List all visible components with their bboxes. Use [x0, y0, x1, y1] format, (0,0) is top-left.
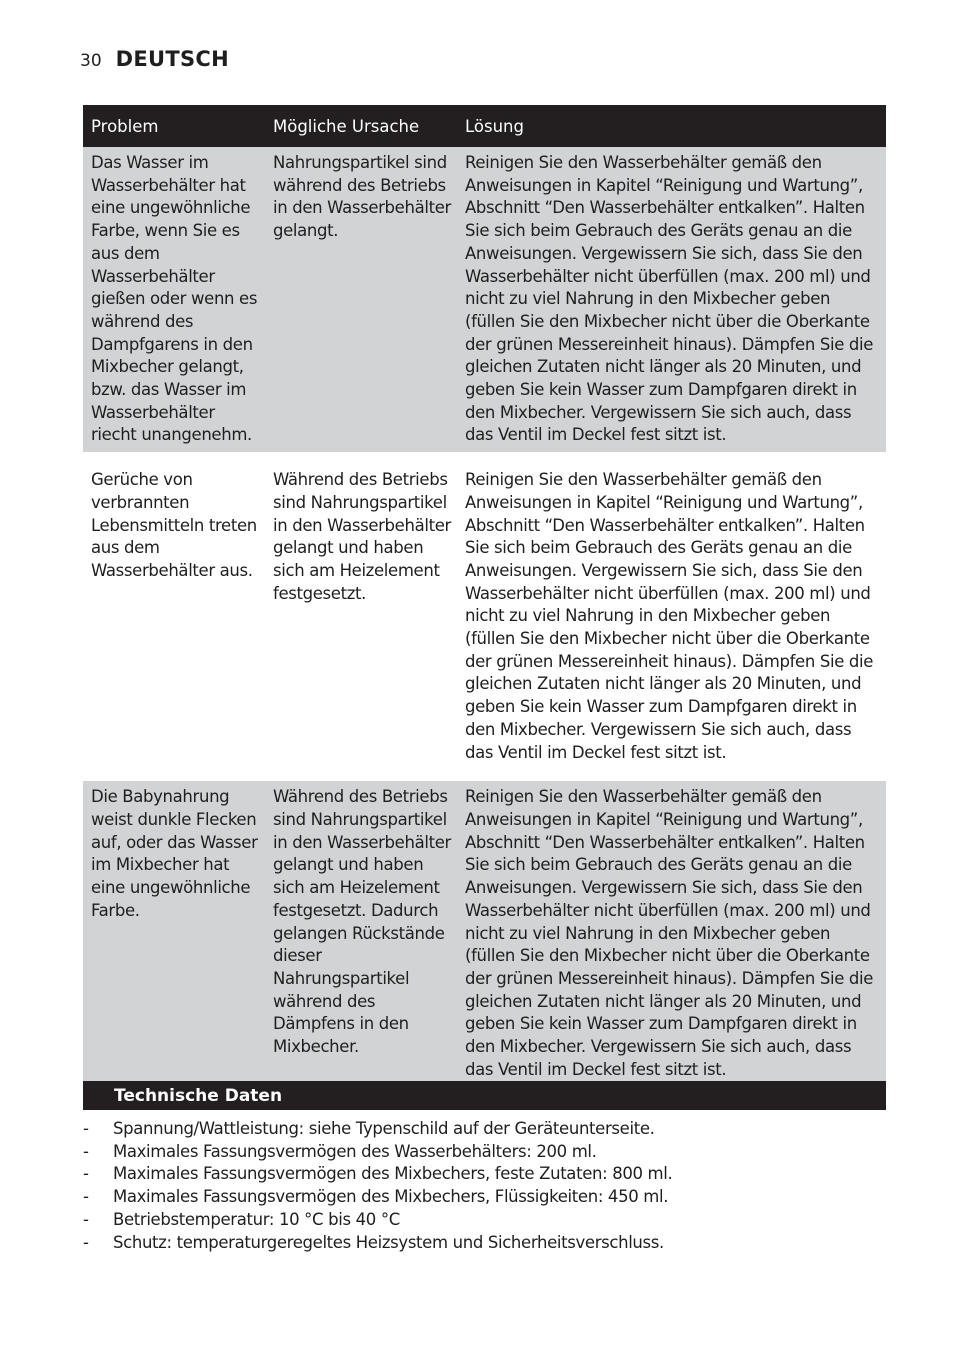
problem-cell: Die Babynahrung weist dunkle Flecken auf, oder das Wasser im Mixbecher hat eine ungewöhnliche Farbe. — [83, 781, 265, 1086]
table-header-row — [83, 105, 886, 147]
technical-data-header — [83, 1081, 886, 1110]
list-item — [83, 1209, 886, 1232]
table-row — [83, 147, 886, 452]
list-item — [83, 1186, 886, 1209]
problem-cell: Das Wasser im Wasserbehälter hat eine ungewöhnliche Farbe, wenn Sie es aus dem Wasserbehälter gießen oder wenn es während des Dampfgarens in den Mixbecher gelangt, bzw. das Wasser im Wasserbehälter riecht unangenehm. — [83, 147, 265, 452]
column-header-problem: Problem — [83, 105, 265, 147]
list-item — [83, 1232, 886, 1255]
list-item-text: Maximales Fassungsvermögen des Wasserbehälters: 200 ml. — [113, 1141, 597, 1161]
list-item-text: Maximales Fassungsvermögen des Mixbechers, feste Zutaten: 800 ml. — [113, 1164, 673, 1184]
list-item-text: Maximales Fassungsvermögen des Mixbechers, Flüssigkeiten: 450 ml. — [113, 1187, 669, 1207]
section-title: Technische Daten — [114, 1085, 283, 1106]
cause-cell: Während des Betriebs sind Nahrungspartikel in den Wasserbehälter gelangt und haben sich am Heizelement festgesetzt. — [265, 464, 457, 769]
table-row — [83, 781, 886, 1086]
bullet-dash: - — [83, 1209, 89, 1229]
page-number: 30 — [80, 51, 102, 71]
bullet-dash: - — [83, 1119, 89, 1138]
bullet-dash: - — [83, 1141, 89, 1161]
cause-cell: Während des Betriebs sind Nahrungspartikel in den Wasserbehälter gelangt und haben sich am Heizelement festgesetzt. Dadurch gelangen Rückstände dieser Nahrungspartikel während des Dämpfens in den Mixbecher. — [265, 781, 457, 1086]
table-row — [83, 464, 886, 769]
cause-cell: Nahrungspartikel sind während des Betriebs in den Wasserbehälter gelangt. — [265, 147, 457, 452]
bullet-dash: - — [83, 1164, 89, 1184]
problem-cell: Gerüche von verbrannten Lebensmitteln treten aus dem Wasserbehälter aus. — [83, 464, 265, 769]
solution-cell: Reinigen Sie den Wasserbehälter gemäß den Anweisungen in Kapitel “Reinigung und Wartung”, Abschnitt “Den Wasserbehälter entkalken”. Halten Sie sich beim Gebrauch des Geräts genau an die Anweisungen. Vergewissern Sie sich, dass Sie den Wasserbehälter nicht überfüllen (max. 200 ml) und nicht zu viel Nahrung in den Mixbecher geben (füllen Sie den Mixbecher nicht über die Oberkante der grünen Messereinheit hinaus). Dämpfen Sie die gleichen Zutaten nicht länger als 20 Minuten, und geben Sie kein Wasser zum Dampfgaren direkt in den Mixbecher. Vergewissern Sie sich auch, dass das Ventil im Deckel fest sitzt ist. — [457, 781, 886, 1086]
list-item-text: Schutz: temperaturgeregeltes Heizsystem und Sicherheitsverschluss. — [113, 1232, 664, 1252]
bullet-dash: - — [83, 1187, 89, 1207]
list-item-text: Spannung/Wattleistung: siehe Typenschild auf der Geräteunterseite. — [113, 1119, 655, 1138]
troubleshooting-table — [83, 105, 886, 1086]
column-header-cause: Mögliche Ursache — [265, 105, 457, 147]
column-header-solution: Lösung — [457, 105, 886, 147]
list-item — [83, 1141, 886, 1164]
language-title: DEUTSCH — [115, 47, 230, 71]
list-item — [83, 1163, 886, 1186]
list-item-text: Betriebstemperatur: 10 °C bis 40 °C — [113, 1209, 400, 1229]
solution-cell: Reinigen Sie den Wasserbehälter gemäß den Anweisungen in Kapitel “Reinigung und Wartung”, Abschnitt “Den Wasserbehälter entkalken”. Halten Sie sich beim Gebrauch des Geräts genau an die Anweisungen. Vergewissern Sie sich, dass Sie den Wasserbehälter nicht überfüllen (max. 200 ml) und nicht zu viel Nahrung in den Mixbecher geben (füllen Sie den Mixbecher nicht über die Oberkante der grünen Messereinheit hinaus). Dämpfen Sie die gleichen Zutaten nicht länger als 20 Minuten, und geben Sie kein Wasser zum Dampfgaren direkt in den Mixbecher. Vergewissern Sie sich auch, dass das Ventil im Deckel fest sitzt ist. — [457, 464, 886, 769]
solution-cell: Reinigen Sie den Wasserbehälter gemäß den Anweisungen in Kapitel “Reinigung und Wartung”, Abschnitt “Den Wasserbehälter entkalken”. Halten Sie sich beim Gebrauch des Geräts genau an die Anweisungen. Vergewissern Sie sich, dass Sie den Wasserbehälter nicht überfüllen (max. 200 ml) und nicht zu viel Nahrung in den Mixbecher geben (füllen Sie den Mixbecher nicht über die Oberkante der grünen Messereinheit hinaus). Dämpfen Sie die gleichen Zutaten nicht länger als 20 Minuten, und geben Sie kein Wasser zum Dampfgaren direkt in den Mixbecher. Vergewissern Sie sich auch, dass das Ventil im Deckel fest sitzt ist. — [457, 147, 886, 452]
row-separator — [83, 452, 886, 464]
bullet-dash: - — [83, 1232, 89, 1252]
list-item — [83, 1118, 886, 1141]
row-separator — [83, 769, 886, 781]
page-header — [80, 47, 229, 75]
technical-data-list — [83, 1118, 886, 1254]
